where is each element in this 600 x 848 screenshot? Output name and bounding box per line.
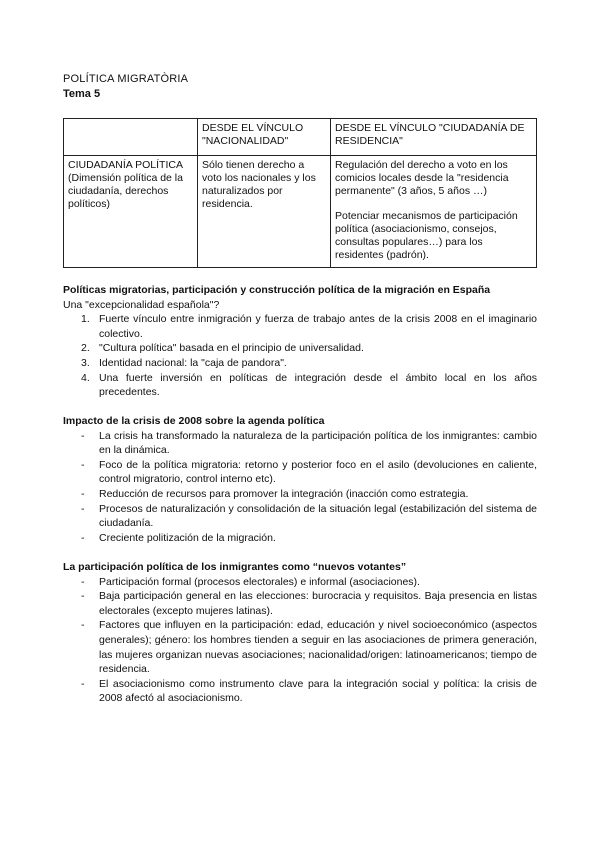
section-subtitle: Una "excepcionalidad española"? <box>63 298 220 311</box>
list-marker: - <box>81 458 85 471</box>
list-marker: 4. <box>81 371 90 384</box>
list-item <box>63 575 537 590</box>
list-item <box>63 371 537 400</box>
section-politicas-migratorias <box>63 283 537 400</box>
list-item-text: Creciente politización de la migración. <box>99 531 276 544</box>
list-item <box>63 502 537 531</box>
list-item-text: Foco de la política migratoria: retorno y posterior foco en el asilo (devoluciones en caliente, control migratorio, control interno etc). <box>99 458 537 486</box>
list-item-text: Identidad nacional: la "caja de pandora". <box>99 356 287 369</box>
list-item-text: Reducción de recursos para promover la integración (inacción como estrategia. <box>99 487 469 500</box>
list-marker: - <box>81 531 85 544</box>
list-item-text: Procesos de naturalización y consolidación de la situación legal (estabilización del sistema de ciudadanía. <box>99 502 537 530</box>
list-item <box>63 677 537 706</box>
table-row-label-cell <box>64 156 198 268</box>
table-header-residencia: DESDE EL VÍNCULO "CIUDADANÍA DE RESIDENCIA" <box>331 119 537 156</box>
list-marker: 1. <box>81 313 90 326</box>
section-impacto-crisis <box>63 414 537 545</box>
table-header-row <box>64 119 537 156</box>
list-item-text: El asociacionismo como instrumento clave para la integración social y política: la crisis de 2008 afectó al asociacionismo. <box>99 677 537 705</box>
residencia-paragraph-1: Regulación del derecho a voto en los comicios locales desde la "residencia permanente" (3 años, 5 años …) <box>335 159 509 197</box>
list-item <box>63 487 537 502</box>
citizenship-table <box>63 118 537 268</box>
list-item <box>63 341 537 356</box>
section-title: Políticas migratorias, participación y construcción política de la migración en España <box>63 284 491 296</box>
list-marker: 2. <box>81 342 90 355</box>
row-label: CIUDADANÍA POLÍTICA <box>68 159 183 171</box>
section-nuevos-votantes <box>63 560 537 706</box>
list-marker: - <box>81 429 85 442</box>
list-item <box>63 531 537 546</box>
list-item-text: Baja participación general en las elecciones: burocracia y requisitos. Baja presencia en listas electorales (excepto mujeres latinas). <box>99 590 537 617</box>
table-header-nacionalidad: DESDE EL VÍNCULO "NACIONALIDAD" <box>198 119 331 156</box>
list-item-text: Fuerte vínculo entre inmigración y fuerza de trabajo antes de la crisis 2008 en el imaginario colectivo. <box>99 313 537 340</box>
course-title: POLÍTICA MIGRATÒRIA <box>63 73 189 85</box>
list-item-text: La crisis ha transformado la naturaleza de la participación política de los inmigrantes: cambio en la dinámica. <box>99 429 537 457</box>
list-item-text: "Cultura política" basada en el principio de universalidad. <box>99 342 364 355</box>
list-item <box>63 356 537 371</box>
list-item <box>63 618 537 676</box>
list-item <box>63 458 537 487</box>
table-header-empty <box>64 119 198 156</box>
list-marker: - <box>81 487 85 500</box>
list-item-text: Una fuerte inversión en políticas de integración desde el ámbito local en los años precedentes. <box>99 371 537 399</box>
dash-list <box>63 575 537 706</box>
table-row <box>64 156 537 268</box>
list-marker: - <box>81 575 85 588</box>
dash-list <box>63 429 537 546</box>
cell-residencia <box>331 156 537 268</box>
list-marker: - <box>81 590 85 603</box>
cell-nacionalidad: Sólo tienen derecho a voto los nacionales y los naturalizados por residencia. <box>198 156 331 268</box>
row-sublabel: (Dimensión política de la ciudadanía, derechos políticos) <box>68 172 183 210</box>
list-marker: - <box>81 677 85 690</box>
list-marker: 3. <box>81 356 90 369</box>
section-title: La participación política de los inmigrantes como “nuevos votantes” <box>63 561 407 573</box>
tema-heading: Tema 5 <box>63 88 101 100</box>
list-item-text: Factores que influyen en la participación: edad, educación y nivel socioeconómico (aspectos generales); género: los hombres tienden a seguir en las asociaciones de primera generación, las mujeres organizan nuevas asociaciones; nacionalidad/origen: latinoamericanos; tiempo de residencia. <box>99 619 537 676</box>
numbered-list <box>63 312 537 400</box>
list-item <box>63 589 537 618</box>
list-item <box>63 429 537 458</box>
section-title: Impacto de la crisis de 2008 sobre la agenda política <box>63 415 325 427</box>
list-marker: - <box>81 502 85 515</box>
list-item <box>63 312 537 341</box>
list-marker: - <box>81 619 85 632</box>
list-item-text: Participación formal (procesos electorales) e informal (asociaciones). <box>99 575 420 588</box>
residencia-paragraph-2: Potenciar mecanismos de participación política (asociacionismo, consejos, consultas populares…) para los residentes (padrón). <box>335 210 518 261</box>
